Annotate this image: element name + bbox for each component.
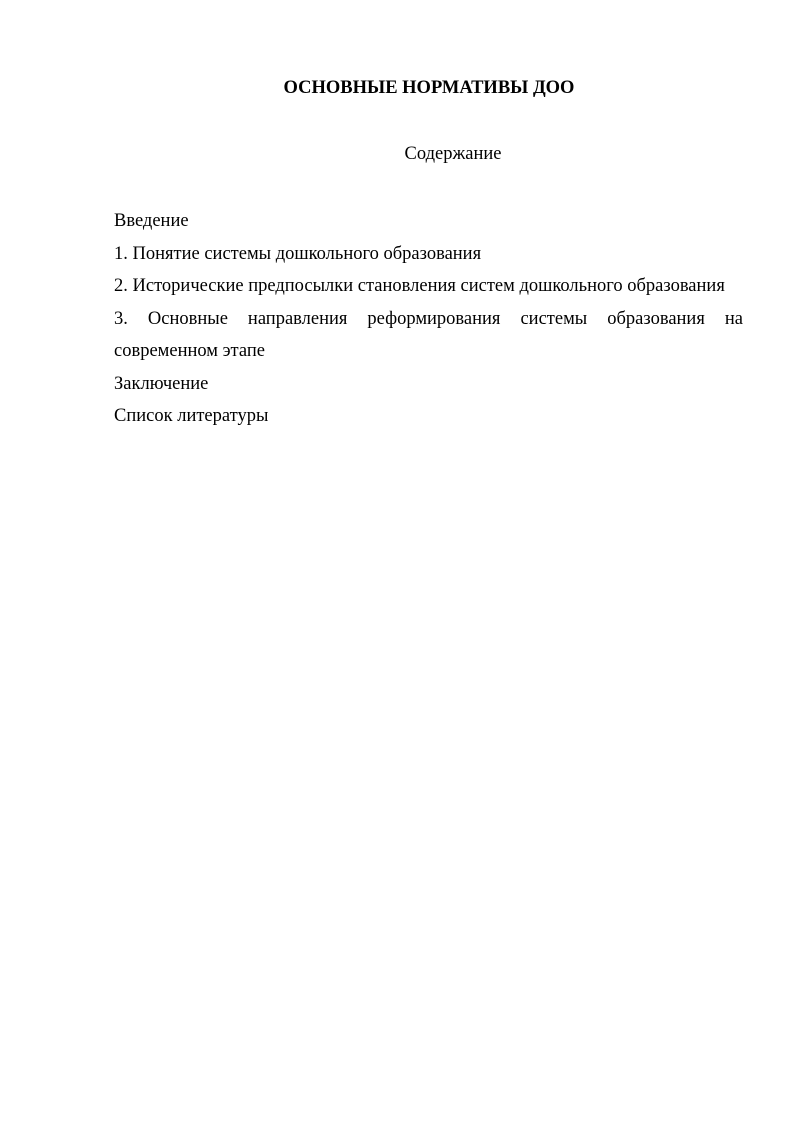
toc-item-2: 2. Исторические предпосылки становления систем дошкольного образования bbox=[114, 276, 725, 296]
toc-item-conclusion: Заключение bbox=[114, 373, 209, 394]
toc-item-1: 1. Понятие системы дошкольного образования bbox=[114, 243, 482, 264]
toc-item-3: 3. Основные направления реформирования системы образования на современном этапе bbox=[114, 308, 743, 361]
document-title: ОСНОВНЫЕ НОРМАТИВЫ ДОО bbox=[283, 78, 575, 98]
toc-item-references: Список литературы bbox=[114, 406, 269, 426]
toc-heading: Содержание bbox=[404, 144, 502, 164]
toc-item-introduction: Введение bbox=[114, 211, 189, 231]
table-of-contents bbox=[114, 205, 743, 433]
